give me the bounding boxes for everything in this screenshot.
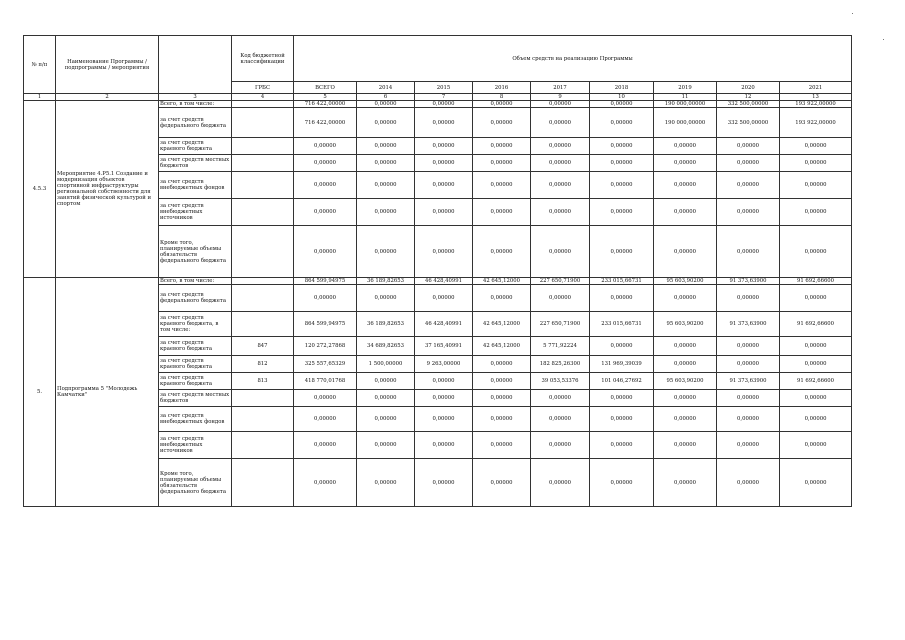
amount-cell: 0,00000 [473, 172, 531, 199]
amount-cell: 0,00000 [415, 172, 473, 199]
amount-cell: 864 599,94975 [294, 278, 357, 285]
amount-cell: 0,00000 [357, 155, 415, 172]
amount-cell: 0,00000 [654, 337, 717, 356]
amount-cell: 37 165,40991 [415, 337, 473, 356]
amount-cell: 5 771,92224 [531, 337, 590, 356]
grbs-code [232, 101, 294, 108]
amount-cell: 0,00000 [357, 101, 415, 108]
amount-cell: 0,00000 [294, 390, 357, 407]
amount-cell: 0,00000 [590, 226, 654, 278]
amount-cell: 0,00000 [717, 407, 780, 432]
amount-cell: 0,00000 [473, 155, 531, 172]
funding-source: за счет средств краевого бюджета [159, 138, 232, 155]
amount-cell: 0,00000 [654, 432, 717, 459]
col-number: 6 [357, 94, 415, 101]
funding-source: Всего, в том числе: [159, 101, 232, 108]
header-year: 2016 [473, 82, 531, 94]
amount-cell: 0,00000 [531, 390, 590, 407]
funding-source: за счет средств внебюджетных источников [159, 432, 232, 459]
amount-cell: 95 603,90200 [654, 278, 717, 285]
amount-cell: 332 500,00000 [717, 108, 780, 138]
amount-cell: 0,00000 [654, 390, 717, 407]
grbs-code [232, 312, 294, 337]
amount-cell: 0,00000 [780, 432, 852, 459]
amount-cell: 233 015,66731 [590, 312, 654, 337]
funding-source: за счет средств краевого бюджета [159, 373, 232, 390]
amount-cell: 716 422,00000 [294, 108, 357, 138]
header-grbs: ГРБС [232, 82, 294, 94]
amount-cell: 0,00000 [415, 407, 473, 432]
grbs-code [232, 459, 294, 507]
amount-cell: 0,00000 [654, 138, 717, 155]
funding-source: за счет средств местных бюджетов [159, 155, 232, 172]
column-number-row [24, 94, 852, 101]
amount-cell: 0,00000 [717, 337, 780, 356]
grbs-code [232, 278, 294, 285]
amount-cell: 0,00000 [590, 390, 654, 407]
funding-source: за счет средств местных бюджетов [159, 390, 232, 407]
amount-cell: 0,00000 [780, 155, 852, 172]
col-number: 3 [159, 94, 232, 101]
header-year: 2020 [717, 82, 780, 94]
amount-cell: 0,00000 [357, 432, 415, 459]
funding-source: за счет средств краевого бюджета [159, 356, 232, 373]
amount-cell: 0,00000 [357, 373, 415, 390]
amount-cell: 0,00000 [531, 108, 590, 138]
amount-cell: 0,00000 [717, 226, 780, 278]
col-number: 7 [415, 94, 473, 101]
amount-cell: 864 599,94975 [294, 312, 357, 337]
grbs-code: 847 [232, 337, 294, 356]
col-number: 10 [590, 94, 654, 101]
amount-cell: 0,00000 [717, 459, 780, 507]
header-year: 2015 [415, 82, 473, 94]
amount-cell: 39 053,53376 [531, 373, 590, 390]
funding-source: за счет средств внебюджетных фондов [159, 407, 232, 432]
amount-cell: 0,00000 [473, 285, 531, 312]
budget-table-sheet [23, 35, 852, 507]
amount-cell: 95 603,90200 [654, 373, 717, 390]
amount-cell: 0,00000 [415, 226, 473, 278]
amount-cell: 0,00000 [294, 285, 357, 312]
header-year: 2019 [654, 82, 717, 94]
amount-cell: 0,00000 [590, 432, 654, 459]
funding-source: Кроме того, планируемые объемы обязательств федерального бюджета [159, 226, 232, 278]
header-year: 2018 [590, 82, 654, 94]
amount-cell: 0,00000 [415, 108, 473, 138]
amount-cell: 91 373,63900 [717, 312, 780, 337]
amount-cell: 42 645,12000 [473, 337, 531, 356]
amount-cell: 0,00000 [473, 108, 531, 138]
grbs-code [232, 138, 294, 155]
grbs-code [232, 407, 294, 432]
col-number: 4 [232, 94, 294, 101]
amount-cell: 0,00000 [473, 459, 531, 507]
amount-cell: 0,00000 [717, 356, 780, 373]
amount-cell: 0,00000 [654, 459, 717, 507]
amount-cell: 0,00000 [294, 172, 357, 199]
amount-cell: 0,00000 [780, 138, 852, 155]
amount-cell: 120 272,27868 [294, 337, 357, 356]
amount-cell: 0,00000 [531, 101, 590, 108]
amount-cell: 0,00000 [473, 432, 531, 459]
amount-cell: 0,00000 [531, 155, 590, 172]
col-number: 12 [717, 94, 780, 101]
amount-cell: 0,00000 [531, 459, 590, 507]
funding-source: за счет средств внебюджетных источников [159, 199, 232, 226]
amount-cell: 193 922,00000 [780, 101, 852, 108]
funding-source: за счет средств внебюджетных фондов [159, 172, 232, 199]
grbs-code: 812 [232, 356, 294, 373]
amount-cell: 0,00000 [717, 155, 780, 172]
amount-cell: 0,00000 [415, 285, 473, 312]
amount-cell: 0,00000 [717, 199, 780, 226]
amount-cell: 0,00000 [357, 459, 415, 507]
amount-cell: 0,00000 [357, 172, 415, 199]
amount-cell: 0,00000 [717, 432, 780, 459]
amount-cell: 0,00000 [590, 138, 654, 155]
amount-cell: 0,00000 [780, 356, 852, 373]
amount-cell: 0,00000 [590, 459, 654, 507]
amount-cell: 0,00000 [473, 101, 531, 108]
amount-cell: 0,00000 [780, 172, 852, 199]
amount-cell: 0,00000 [654, 285, 717, 312]
amount-cell: 0,00000 [473, 407, 531, 432]
funding-source: за счет средств федерального бюджета [159, 108, 232, 138]
amount-cell: 0,00000 [357, 138, 415, 155]
amount-cell: 0,00000 [590, 101, 654, 108]
amount-cell: 0,00000 [654, 172, 717, 199]
col-number: 2 [56, 94, 159, 101]
amount-cell: 0,00000 [780, 337, 852, 356]
budget-table [23, 35, 852, 507]
amount-cell: 0,00000 [590, 199, 654, 226]
funding-source: Кроме того, планируемые объемы обязательств федерального бюджета [159, 459, 232, 507]
amount-cell: 9 263,00000 [415, 356, 473, 373]
amount-cell: 101 046,27692 [590, 373, 654, 390]
amount-cell: 0,00000 [531, 226, 590, 278]
header-volume: Объем средств на реализацию Программы [294, 36, 852, 82]
header-year: 2021 [780, 82, 852, 94]
amount-cell: 190 000,00000 [654, 101, 717, 108]
amount-cell: 0,00000 [717, 138, 780, 155]
amount-cell: 0,00000 [294, 199, 357, 226]
amount-cell: 193 922,00000 [780, 108, 852, 138]
amount-cell: 0,00000 [415, 459, 473, 507]
row-number: 5. [24, 278, 56, 507]
program-name: Подпрограмма 5 "Молодежь Камчатки" [56, 278, 159, 507]
amount-cell: 0,00000 [357, 285, 415, 312]
header-row-1 [24, 36, 852, 82]
funding-source: за счет средств федерального бюджета [159, 285, 232, 312]
amount-cell: 227 650,71900 [531, 278, 590, 285]
amount-cell: 36 189,82653 [357, 278, 415, 285]
amount-cell: 0,00000 [294, 407, 357, 432]
grbs-code [232, 172, 294, 199]
amount-cell: 0,00000 [357, 407, 415, 432]
scan-speck [852, 13, 853, 14]
amount-cell: 0,00000 [473, 199, 531, 226]
amount-cell: 0,00000 [531, 138, 590, 155]
amount-cell: 0,00000 [590, 337, 654, 356]
amount-cell: 0,00000 [357, 390, 415, 407]
funding-source: за счет средств краевого бюджета, в том числе: [159, 312, 232, 337]
col-number: 5 [294, 94, 357, 101]
amount-cell: 0,00000 [780, 285, 852, 312]
amount-cell: 0,00000 [473, 226, 531, 278]
amount-cell: 91 692,66600 [780, 312, 852, 337]
amount-cell: 233 015,66731 [590, 278, 654, 285]
amount-cell: 0,00000 [590, 108, 654, 138]
amount-cell: 0,00000 [590, 172, 654, 199]
amount-cell: 0,00000 [357, 199, 415, 226]
funding-source: за счет средств краевого бюджета [159, 337, 232, 356]
amount-cell: 95 603,90200 [654, 312, 717, 337]
scan-speck [883, 39, 884, 40]
amount-cell: 0,00000 [654, 407, 717, 432]
amount-cell: 0,00000 [654, 226, 717, 278]
amount-cell: 0,00000 [473, 390, 531, 407]
amount-cell: 131 969,39039 [590, 356, 654, 373]
amount-cell: 42 645,12000 [473, 312, 531, 337]
amount-cell: 227 650,71900 [531, 312, 590, 337]
amount-cell: 0,00000 [780, 407, 852, 432]
amount-cell: 0,00000 [415, 155, 473, 172]
amount-cell: 91 692,66600 [780, 278, 852, 285]
grbs-code [232, 155, 294, 172]
amount-cell: 0,00000 [294, 226, 357, 278]
grbs-code [232, 390, 294, 407]
amount-cell: 91 692,66600 [780, 373, 852, 390]
amount-cell: 91 373,63900 [717, 278, 780, 285]
amount-cell: 0,00000 [717, 172, 780, 199]
col-number: 9 [531, 94, 590, 101]
amount-cell: 0,00000 [415, 373, 473, 390]
header-name: Наименование Программы / подпрограммы / мероприятия [56, 36, 159, 94]
amount-cell: 332 500,00000 [717, 101, 780, 108]
col-number: 11 [654, 94, 717, 101]
amount-cell: 0,00000 [590, 155, 654, 172]
amount-cell: 0,00000 [717, 285, 780, 312]
amount-cell: 46 428,40991 [415, 278, 473, 285]
table-row [24, 101, 852, 108]
amount-cell: 0,00000 [780, 390, 852, 407]
amount-cell: 0,00000 [780, 226, 852, 278]
funding-source: Всего, в том числе: [159, 278, 232, 285]
amount-cell: 0,00000 [294, 459, 357, 507]
amount-cell: 190 000,00000 [654, 108, 717, 138]
amount-cell: 0,00000 [531, 407, 590, 432]
amount-cell: 34 689,82653 [357, 337, 415, 356]
amount-cell: 0,00000 [415, 432, 473, 459]
amount-cell: 0,00000 [780, 199, 852, 226]
amount-cell: 0,00000 [654, 155, 717, 172]
amount-cell: 0,00000 [590, 407, 654, 432]
amount-cell: 0,00000 [590, 285, 654, 312]
amount-cell: 0,00000 [294, 138, 357, 155]
amount-cell: 0,00000 [357, 226, 415, 278]
col-number: 1 [24, 94, 56, 101]
amount-cell: 0,00000 [473, 138, 531, 155]
amount-cell: 0,00000 [415, 101, 473, 108]
grbs-code [232, 432, 294, 459]
row-number: 4.5.3 [24, 101, 56, 278]
amount-cell: 42 645,12000 [473, 278, 531, 285]
amount-cell: 0,00000 [531, 285, 590, 312]
amount-cell: 418 770,01768 [294, 373, 357, 390]
amount-cell: 0,00000 [654, 356, 717, 373]
amount-cell: 0,00000 [531, 199, 590, 226]
grbs-code [232, 108, 294, 138]
amount-cell: 0,00000 [717, 390, 780, 407]
table-row [24, 278, 852, 285]
amount-cell: 0,00000 [531, 172, 590, 199]
col-number: 8 [473, 94, 531, 101]
amount-cell: 91 373,63900 [717, 373, 780, 390]
program-name: Мероприятие 4.Р5.1 Создание и модернизация объектов спортивной инфраструктуры региональной собственности для занятий физической культурой и спортом [56, 101, 159, 278]
amount-cell: 0,00000 [780, 459, 852, 507]
amount-cell: 0,00000 [294, 432, 357, 459]
amount-cell: 0,00000 [357, 108, 415, 138]
amount-cell: 0,00000 [415, 199, 473, 226]
grbs-code [232, 226, 294, 278]
header-desc-empty [159, 36, 232, 94]
grbs-code [232, 199, 294, 226]
header-year: 2017 [531, 82, 590, 94]
amount-cell: 36 189,82653 [357, 312, 415, 337]
amount-cell: 716 422,00000 [294, 101, 357, 108]
amount-cell: 0,00000 [473, 356, 531, 373]
amount-cell: 182 825,26300 [531, 356, 590, 373]
amount-cell: 0,00000 [473, 373, 531, 390]
header-num: № п/п [24, 36, 56, 94]
header-year: 2014 [357, 82, 415, 94]
header-code: Код бюджетной классификации [232, 36, 294, 82]
amount-cell: 46 428,40991 [415, 312, 473, 337]
header-total: ВСЕГО [294, 82, 357, 94]
grbs-code: 813 [232, 373, 294, 390]
amount-cell: 0,00000 [294, 155, 357, 172]
amount-cell: 0,00000 [415, 138, 473, 155]
col-number: 13 [780, 94, 852, 101]
amount-cell: 1 500,00000 [357, 356, 415, 373]
grbs-code [232, 285, 294, 312]
amount-cell: 0,00000 [531, 432, 590, 459]
amount-cell: 0,00000 [415, 390, 473, 407]
amount-cell: 325 557,65329 [294, 356, 357, 373]
amount-cell: 0,00000 [654, 199, 717, 226]
